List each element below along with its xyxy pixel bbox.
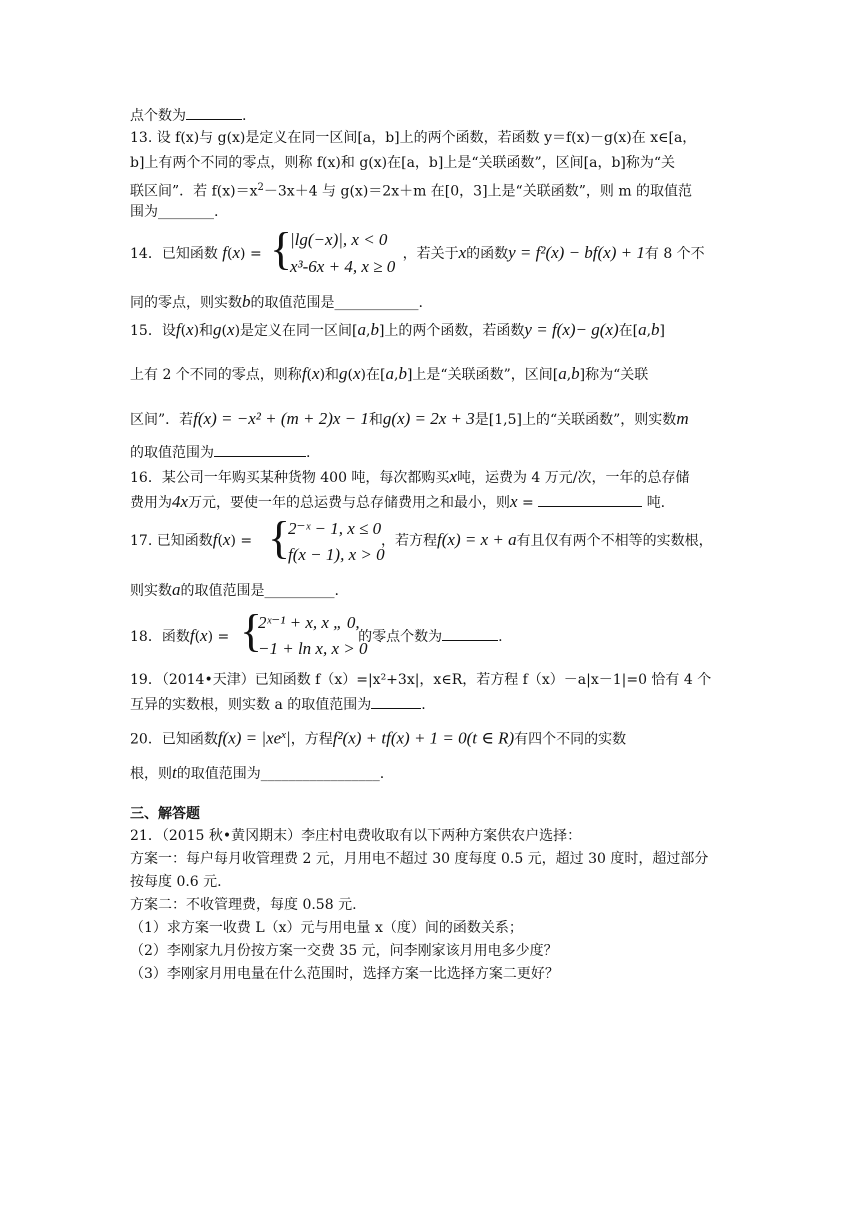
- answer-blank: [186, 105, 242, 120]
- answer-blank: [538, 492, 642, 507]
- answer-blank: [442, 626, 498, 641]
- piecewise-brace: {: [240, 605, 263, 656]
- problem-15-line-1: 15．设f(x)和g(x)是定义在同一区间[a,b]上的两个函数，若函数y = f(x)− g(x)在[a,b]: [130, 320, 666, 339]
- problem-20-line-2: 根，则t的取值范围为_________________.: [130, 763, 385, 782]
- problem-21-line-5: （1）求方案一收费 L（x）元与用电量 x（度）间的函数关系；: [130, 920, 523, 936]
- answer-blank: [214, 442, 306, 457]
- problem-13-line-2: b]上有两个不同的零点，则称 f(x)和 g(x)在[a，b]上是“关联函数”，区间[a，b]称为“关: [130, 155, 676, 171]
- problem-18-line-1: 18．函数f(x) = 的零点个数为 .: [130, 626, 503, 645]
- piecewise-brace: {: [270, 223, 293, 274]
- problem-13-line-4: 围为________.: [130, 204, 219, 220]
- problem-14-line-1: 14．已知函数 f(x) = ，若关于x的函数y = f²(x) − bf(x) + 1有 8 个不: [130, 243, 705, 262]
- piecewise-case: 2⁻ˣ − 1, x ≤ 0: [288, 519, 382, 538]
- continued-line: 点个数为 .: [130, 105, 246, 126]
- problem-21-line-1: 21．（2015 秋•黄冈期末）李庄村电费收取有以下两种方案供农户选择：: [130, 828, 582, 844]
- problem-17-line-2: 则实数a的取值范围是__________.: [130, 580, 339, 599]
- problem-13-line-3: 联区间”．若 $f(x)=x^2-3x+4$ 与 g(x)＝2x＋m 在[0，3]上是“关联函数”，则 m 的取值范: [130, 182, 693, 200]
- problem-19-line-2: 互异的实数根，则实数 a 的取值范围为 .: [130, 694, 426, 715]
- piecewise-case: −1 + ln x, x > 0: [258, 639, 368, 658]
- problem-20-line-1: 20．已知函数$f(x) = |xe^x|$，方程f²(x) + tf(x) + 1 = 0(t ∈ R)有四个不同的实数: [130, 728, 627, 748]
- problem-13-line-1: 13. 设 f(x)与 g(x)是定义在同一区间[a，b]上的两个函数，若函数 y＝f(x)－g(x)在 x∈[a，: [130, 130, 697, 146]
- problem-21-line-4: 方案二：不收管理费，每度 0.58 元.: [130, 897, 357, 913]
- piecewise-case: f(x − 1), x > 0: [288, 545, 385, 564]
- problem-15-line-3: 区间”．若f(x) = −x² + (m + 2)x − 1和g(x) = 2x + 3是[1,5]上的“关联函数”，则实数m: [130, 409, 689, 428]
- problem-16-line-1: 16．某公司一年购买某种货物 400 吨，每次都购买x吨，运费为 4 万元/次，一年的总存储: [130, 467, 690, 486]
- piecewise-case: |lg(−x)|, x < 0: [290, 230, 388, 249]
- problem-21-line-3: 按每度 0.6 元.: [130, 874, 222, 890]
- problem-16-line-2: 费用为4x万元，要使一年的总运费与总存储费用之和最小，则x = 吨.: [130, 492, 666, 511]
- piecewise-brace: {: [268, 512, 291, 563]
- answer-blank: [371, 694, 421, 709]
- section-heading: 三、解答题: [130, 806, 200, 822]
- problem-21-line-7: （3）李刚家月用电量在什么范围时，选择方案一比选择方案二更好？: [130, 966, 559, 982]
- problem-17-line-1: 17. 已知函数f(x) = ，若方程f(x) = x + a有且仅有两个不相等的实数根，: [130, 530, 713, 549]
- problem-21-line-6: （2）李刚家九月份按方案一交费 35 元，问李刚家该月用电多少度？: [130, 943, 558, 959]
- problem-14-line-2: 同的零点，则实数b的取值范围是____________.: [130, 292, 423, 311]
- piecewise-case: 2ˣ⁻¹ + x, x „ 0,: [258, 613, 360, 632]
- piecewise-case: x³-6x + 4, x ≥ 0: [290, 257, 396, 276]
- problem-15-line-2: 上有 2 个不同的零点，则称f(x)和g(x)在[a,b]上是“关联函数”，区间[a,b]称为“关联: [130, 364, 649, 383]
- problem-19-line-1: 19．（2014•天津）已知函数 f（x）=|x²+3x|，x∈R，若方程 f（x）－a|x－1|=0 恰有 4 个: [130, 672, 712, 688]
- problem-15-line-4: 的取值范围为 .: [130, 442, 310, 463]
- problem-21-line-2: 方案一：每户每月收管理费 2 元，月用电不超过 30 度每度 0.5 元，超过 30 度时，超过部分: [130, 851, 709, 867]
